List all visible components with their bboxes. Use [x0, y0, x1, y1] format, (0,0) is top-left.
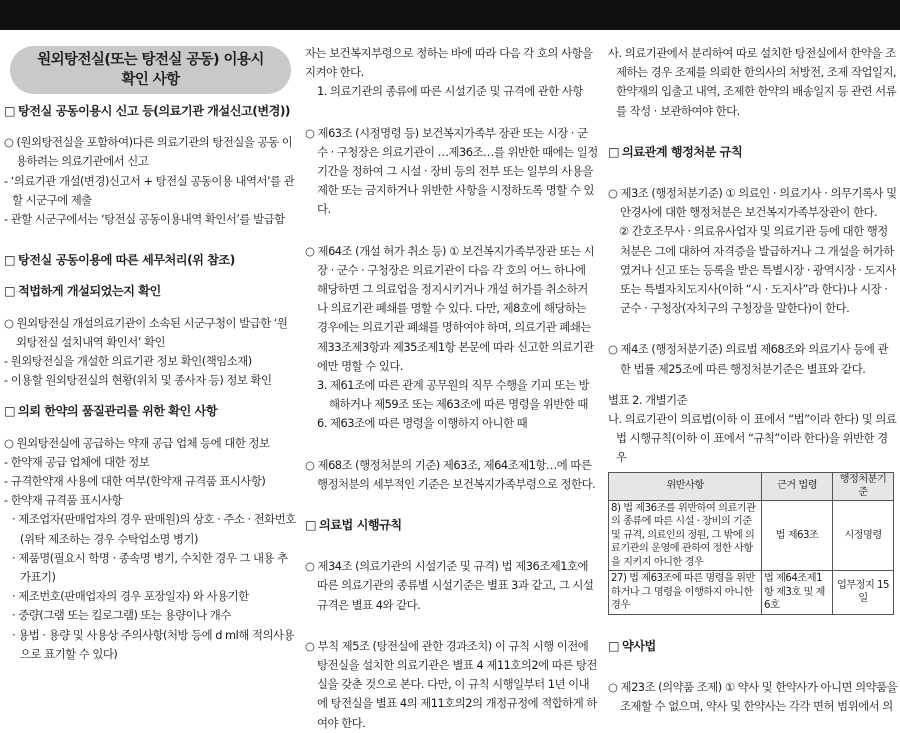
table-cell: 업무정지 15일 — [833, 571, 894, 615]
paragraph: ○ 제23조 (의약품 조제) ① 약사 및 한약사가 아니면 의약품을 조제할 수 없으며, 약사 및 한약사는 각각 면허 범위에서 의 — [608, 679, 898, 714]
paragraph: - 한약재 공급 업체에 대한 정보 — [4, 454, 150, 469]
paragraph: 1. 의료기관의 종류에 따른 시설기준 및 규격에 관한 사항 — [317, 84, 583, 99]
spacer — [305, 494, 598, 516]
table-cell: 법 제63조 — [762, 500, 833, 571]
section-heading-text: 의뢰 한약의 품질관리를 위한 확인 사항 — [18, 404, 218, 419]
section-title-box — [10, 46, 291, 94]
section-heading-text: 적법하게 개설되었는지 확인 — [18, 284, 161, 299]
section-heading — [4, 102, 297, 121]
section-heading — [4, 282, 297, 301]
paragraph: ○ 원외탕전실에 공급하는 약재 공급 업체 등에 대한 정보 — [4, 435, 270, 450]
paragraph: ○ 부칙 제5조 (탕전실에 관한 경과조치) 이 규칙 시행 이전에 탕전실을 설치한 의료기관은 별표 4 제11호의2에 따른 탕전실을 갖춘 것으로 본다. 다만, 이 규칙 시행일부터 1년 이내에 탕전실을 별표 4의 제11호의2의 개정규정에 적합하게 하여야 한다. — [305, 638, 597, 730]
paragraph: · 제품명(필요시 학명 · 종속명 병기, 수치한 경우 그 내용 추가표기) — [12, 550, 288, 585]
paragraph: - 관할 시군구에서는 ‘탕전실 공동이용내역 확인서’를 발급함 — [4, 212, 285, 227]
spacer — [608, 318, 898, 340]
spacer — [608, 379, 898, 391]
title-line-1: 원외탕전실(또는 탕전실 공동) 이용시 — [37, 52, 264, 68]
section-heading-text: 탕전실 공동이용시 신고 등(의료기관 개설신고(변경)) — [18, 104, 291, 118]
column-3-body-top — [608, 44, 898, 468]
checkbox-square-icon: □ — [305, 518, 317, 533]
spacer — [305, 434, 598, 456]
spacer — [305, 102, 598, 124]
checkbox-square-icon: □ — [4, 253, 16, 268]
spacer — [608, 615, 898, 637]
checkbox-square-icon: □ — [608, 638, 620, 653]
paragraph: · 중량(그램 또는 킬로그램) 또는 용량이나 개수 — [12, 608, 231, 623]
section-heading — [608, 143, 898, 162]
section-heading-text: 의료법 시행규칙 — [319, 518, 402, 533]
section-heading — [305, 516, 598, 535]
checkbox-square-icon: □ — [4, 404, 16, 419]
paragraph: · 제조업자(판매업자의 경우 판매원)의 상호 · 주소 · 전화번호(위탁 제조하는 경우 수탁업소명 병기) — [12, 512, 296, 546]
spacer — [305, 220, 598, 242]
spacer — [4, 270, 297, 282]
paragraph: ○ 제63조 (시정명령 등) 보건복지가족부 장관 또는 시장 · 군수 · 구청장은 의료기관이 …제36조…를 위반한 때에는 일정기간을 정하여 그 시설 · 장비 등의 전부 또는 일부의 사용을 제한 또는 금지하거나 위반한 사항을 시정하도록 명할 수 있다. — [305, 125, 598, 217]
paragraph: - 원외탕전실을 개설한 의료기관 정보 확인(책임소재) — [4, 354, 252, 369]
paragraph: - 규격한약재 사용에 대한 여부(한약재 규격품 표시사항) — [4, 474, 266, 489]
paragraph: 6. 제63조에 따른 명령을 이행하지 아니한 때 — [317, 416, 528, 431]
violation-table — [608, 472, 894, 615]
paragraph: ② 간호조무사 · 의료유사업자 및 의료기관 등에 대한 행정처분은 그에 대하여 자격증을 발급하거나 그 개설을 허가하였거나 신고 또는 등록을 받은 특별시장 · 광역시장 · 도지사 또는 특별자치도지사(이하 “시 · 도지사”라 한다)나 시장 · 군수 · 구청장(자치구의 구청장을 말한다)이 한다. — [608, 224, 896, 316]
table-cell: 27) 법 제63조에 따른 명령을 위반하거나 그 명령을 이행하지 아니한 경우 — [609, 571, 762, 615]
paragraph: 별표 2. 개별기준 — [608, 392, 688, 407]
spacer — [608, 162, 898, 184]
table-cell: 법 제64조제1항 제3호 및 제6호 — [762, 571, 833, 615]
spacer — [608, 121, 898, 143]
spacer — [4, 390, 297, 402]
table-header-cell: 행정처분기준 — [833, 472, 894, 500]
column-1 — [4, 44, 297, 664]
table-header-row — [609, 472, 894, 500]
paragraph: ○ 제64조 (개설 허가 취소 등) ① 보건복지가족부장관 또는 시장 · 군수 · 구청장은 의료기관이 다음 각 호의 어느 하나에 해당하면 그 의료업을 정지시키거나 개설 허가를 취소하거나 의료기관 폐쇄를 명할 수 있다. 다만, 제8호에 해당하는 경우에는 의료기관 폐쇄를 명하여야 하며, 의료기관 폐쇄는 제33조제3항과 제35조제1항 본문에 따라 신고한 의료기관에만 명할 수 있다. — [305, 243, 595, 373]
paragraph: - 이용할 원외탕전실의 현황(위치 및 종사자 등) 정보 확인 — [4, 373, 272, 388]
spacer — [4, 422, 297, 434]
table-header-cell: 위반사항 — [609, 472, 762, 500]
section-heading-text: 약사법 — [622, 638, 656, 653]
paragraph: 나. 의료기관이 의료법(이하 이 표에서 “법”이라 한다) 및 의료법 시행규칙(이하 이 표에서 “규칙”이라 한다)을 위반한 경우 — [608, 412, 897, 465]
spacer — [305, 615, 598, 637]
paragraph: · 제조번호(판매업자의 경우 포장일자) 와 사용기한 — [12, 589, 249, 604]
spacer — [4, 302, 297, 314]
column-3 — [608, 44, 898, 716]
paragraph: - 한약재 규격품 표시사항 — [4, 493, 123, 508]
section-heading-text: 의료관계 행정처분 규칙 — [622, 144, 743, 159]
paragraph: ○ (원외탕전실을 포함하여)다른 의료기관의 탕전실을 공동 이용하려는 의료기관에서 신고 — [4, 135, 293, 169]
section-heading-text: 탕전실 공동이용에 따른 세무처리(위 참조) — [18, 253, 235, 268]
table-cell: 8) 법 제36조를 위반하여 의료기관의 종류에 따른 시설 · 장비의 기준 및 규격, 의료인의 정원, 그 밖에 의료기관의 운영에 관하여 정한 사항을 지키지 아니한 경우 — [609, 500, 762, 571]
title-line-2: 확인 사항 — [121, 72, 180, 88]
column-2 — [305, 44, 598, 733]
paragraph: · 용법 · 용량 및 사용상 주의사항(처방 등에 d ml해 적의사용으로 표기할 수 있다) — [12, 627, 294, 661]
spacer — [305, 535, 598, 557]
paragraph: ○ 제3조 (행정처분기준) ① 의료인 · 의료기사 · 의무기록사 및 안경사에 대한 행정처분은 보건복지가족부장관이 한다. — [608, 186, 897, 220]
section-heading — [4, 402, 297, 421]
paragraph: ○ 제68조 (행정처분의 기준) 제63조, 제64조제1항…에 따른 행정처분의 세부적인 기준은 보건복지가족부령으로 정한다. — [305, 457, 596, 491]
paragraph: 자는 보건복지부령으로 정하는 바에 따라 다음 각 호의 사항을 지켜야 한다. — [305, 46, 593, 80]
table-cell: 시정명령 — [833, 500, 894, 571]
table-header-cell: 근거 법령 — [762, 472, 833, 500]
table-row — [609, 500, 894, 571]
column-1-body — [4, 102, 297, 664]
paragraph: - ‘의료기관 개설(변경)신고서 + 탕전실 공동이용 내역서’를 관할 시군구에 제출 — [4, 173, 295, 207]
spacer — [4, 121, 297, 133]
table-row — [609, 571, 894, 615]
checkbox-square-icon: □ — [4, 104, 16, 118]
column-2-body — [305, 44, 598, 733]
spacer — [608, 656, 898, 678]
paragraph: ○ 제34조 (의료기관의 시설기준 및 규격) 법 제36조제1호에 따른 의료기관의 종류별 시설기준은 별표 3과 같고, 그 시설규격은 별표 4와 같다. — [305, 559, 594, 612]
section-heading — [4, 251, 297, 270]
paragraph: ○ 원외탕전실 개설의료기관이 소속된 시군구청이 발급한 ‘원외탕전실 설치내역 확인서’ 확인 — [4, 315, 288, 349]
paragraph: 사. 의료기관에서 분리하여 따로 설치한 탕전실에서 한약을 조제하는 경우 조제를 의뢰한 한의사의 처방전, 조제 작업일지, 한약재의 입출고 내역, 조제한 한약의 배송일지 등 관련 서류를 작성 · 보관하여야 한다. — [608, 46, 897, 118]
spacer — [4, 229, 297, 251]
section-heading — [608, 637, 898, 656]
checkbox-square-icon: □ — [608, 144, 620, 159]
column-3-body-bottom — [608, 615, 898, 717]
paragraph: 3. 제61조에 따른 관계 공무원의 직무 수행을 기피 또는 방해하거나 제59조 또는 제63조에 따른 명령을 위반한 때 — [317, 378, 590, 412]
top-bar — [0, 0, 900, 30]
paragraph: ○ 제4조 (행정처분기준) 의료법 제68조와 의료기사 등에 관한 법률 제25조에 따른 행정처분기준은 별표와 같다. — [608, 342, 888, 376]
checkbox-square-icon: □ — [4, 284, 16, 299]
